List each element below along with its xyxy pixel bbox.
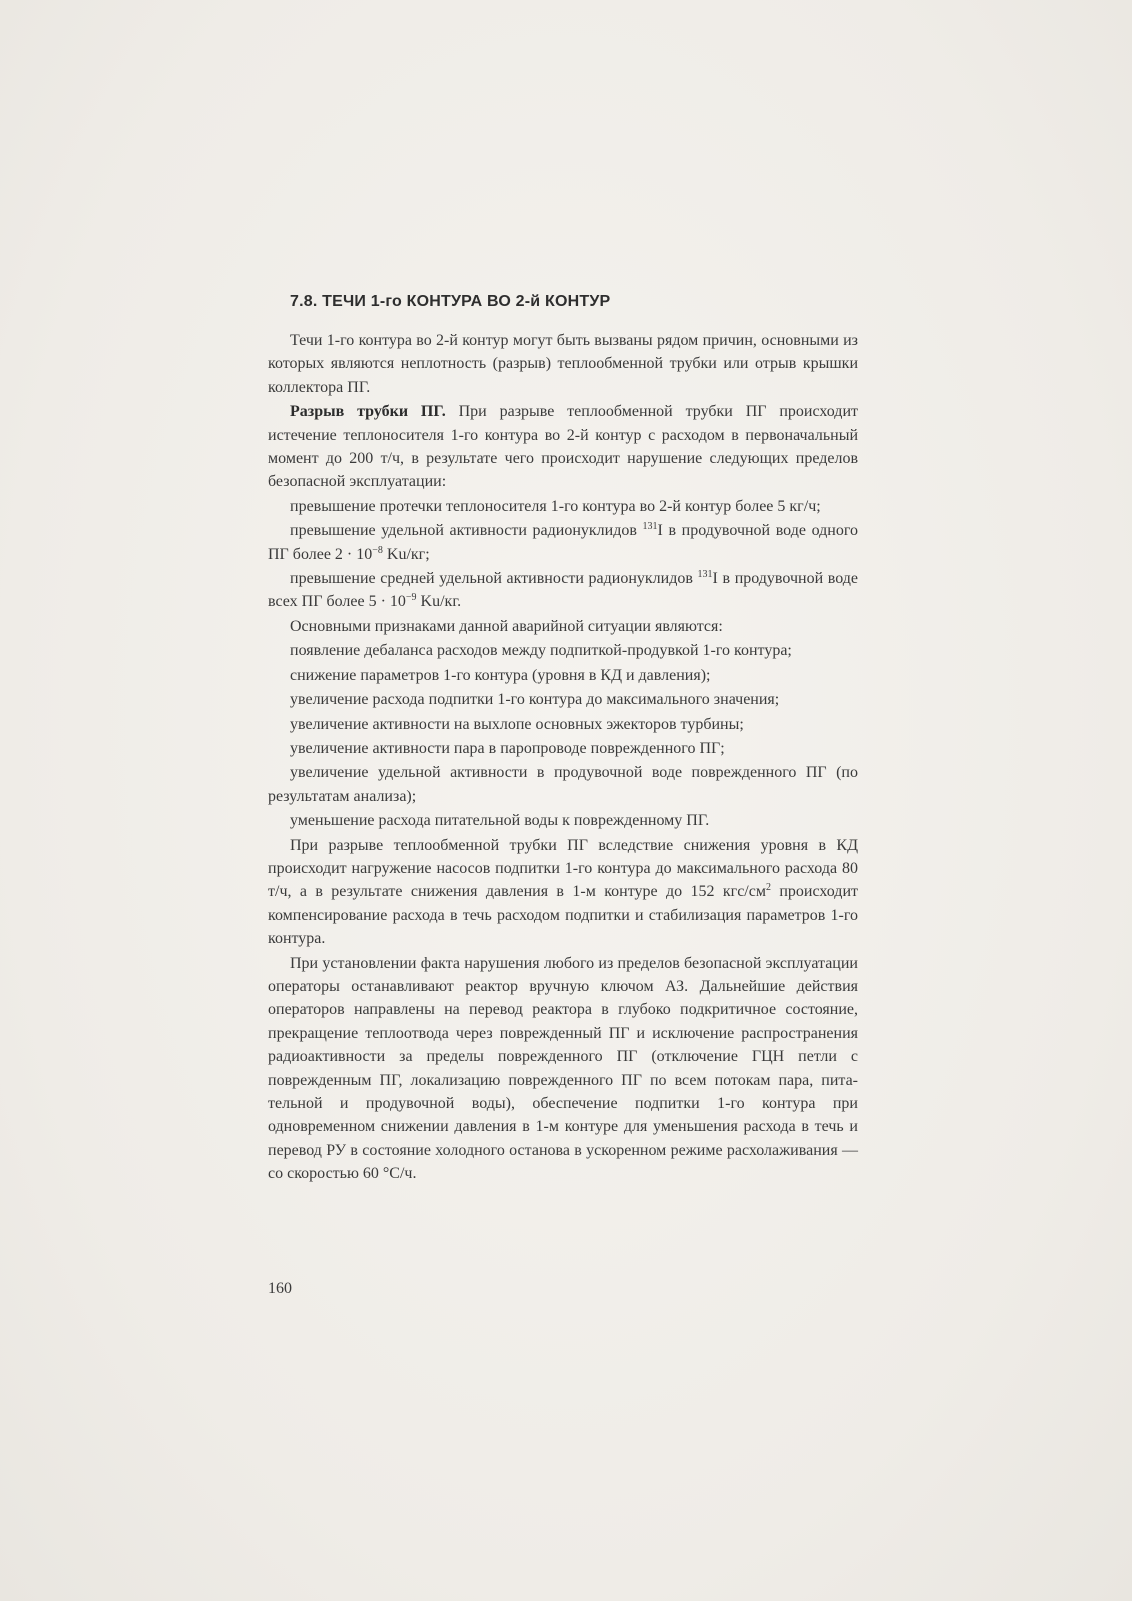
superscript: 131 [642, 521, 658, 533]
list-item: увеличение расхода подпитки 1-го контура до максимального значения; [290, 691, 780, 709]
superscript: 2 [765, 882, 771, 894]
paragraph-operator-actions: При установлении факта нарушения любого из пределов безопасной эксплуатации операторы останавливают реактор вручную ключом АЗ. Дальнейшие действия операторов направлены на перевод реактора в глубоко подкритичное состояние, прекращение теплоотвода через поврежденный ПГ и исключение распространения радиоактивности за пределы поврежденного ПГ (отключение ГЦН петли с поврежденным ПГ, локализацию поврежденного ПГ по всем потокам пара, питательной и продувочной воды), обеспечение подпитки 1-го контура при одновременном снижении давления в 1-м контуре для уменьшения расхода в течь и перевод РУ в состояние холодного останова в ускоренном режиме расхолаживания — со скоростью 60 °С/ч. [268, 954, 858, 1183]
text-run: происходит компенсирование расхода в течь расходом подпитки и стабилизация параметров 1-го контура. [268, 883, 859, 948]
text-run: превышение удельной активности радионуклидов [290, 522, 643, 540]
page-number: 160 [268, 1280, 292, 1297]
paragraph-intro: Течи 1-го контура во 2-й контур могут быть вызваны рядом причин, основными из которых являются неплотность (разрыв) теплообменной трубки или отрыв крышки коллектора ПГ. [268, 332, 858, 396]
text-run: При разрыве теплообменной трубки ПГ вследствие снижения уровня в КД происходит нагружение насосов подпитки 1-го контура до максимального расхода 80 т/ч, а в результате снижения давления в 1-м контуре до 152 кгс/см [268, 836, 858, 901]
list-item: появление дебаланса расходов между подпиткой-продувкой 1-го контура; [290, 642, 792, 660]
paragraph-signs-intro: Основными признаками данной аварийной ситуации являются: [290, 617, 723, 635]
text-run: Ku/кг; [382, 545, 430, 563]
text-run: Ku/кг. [416, 593, 462, 611]
list-item: снижение параметров 1-го контура (уровня в КД и давления); [290, 666, 711, 684]
text-block [268, 293, 858, 1187]
paragraph-pressure-drop [268, 834, 858, 951]
list-item: превышение протечки теплоносителя 1-го контура во 2-й контур более 5 кг/ч; [290, 497, 821, 515]
list-item: увеличение активности пара в паропроводе поврежденного ПГ; [290, 739, 725, 757]
list-item: увеличение удельной активности в продувочной воде поврежденного ПГ (по результатам анализа); [268, 764, 858, 805]
list-item [268, 519, 858, 566]
section-heading: 7.8. ТЕЧИ 1-го КОНТУРА ВО 2-й КОНТУР [290, 293, 611, 310]
text-run: I в продувочной воде всех ПГ более 5 · 10 [268, 570, 858, 611]
list-item [268, 567, 858, 614]
list-item: увеличение активности на выхлопе основных эжекторов турбины; [290, 715, 744, 733]
list-item: уменьшение расхода питательной воды к поврежденному ПГ. [290, 812, 710, 830]
paragraph-tube-rupture [268, 400, 858, 494]
text-run: I в продувочной воде одного ПГ более 2 · 10 [268, 522, 858, 563]
run-in-heading: Разрыв трубки ПГ. [290, 403, 446, 421]
text-run: превышение средней удельной активности радионуклидов [290, 570, 698, 588]
superscript: −9 [405, 592, 417, 604]
paragraph-text: При разрыве теплообменной трубки ПГ происходит истечение теплоносителя 1-го контура во 2-й контур с расходом в первоначальный момент до 200 т/ч, в результате чего происходит нарушение следующих пределов безопасной эксплуатации: [268, 403, 858, 491]
superscript: −8 [372, 544, 383, 556]
superscript: 131 [697, 569, 713, 581]
